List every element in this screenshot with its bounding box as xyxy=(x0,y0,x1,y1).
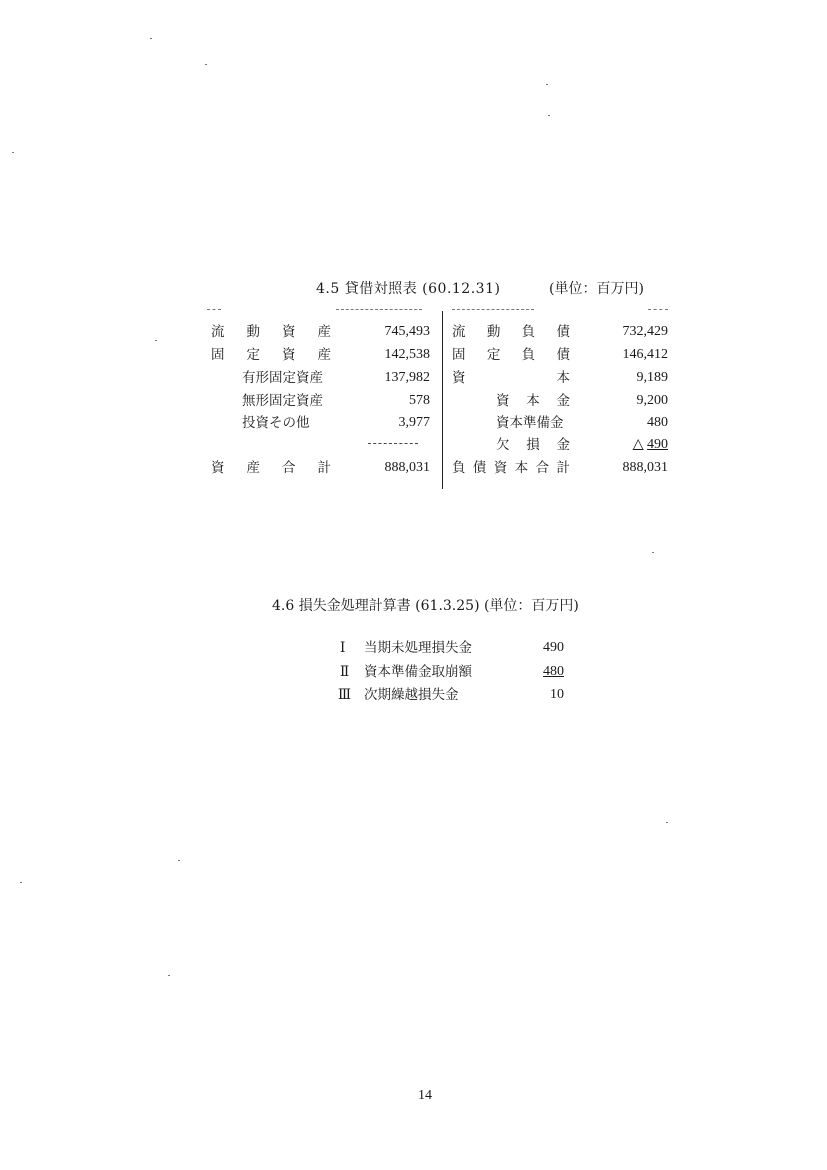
capital-label xyxy=(452,368,570,388)
assets-total-value: 888,031 xyxy=(384,460,430,475)
loss-row-value-underlined: 480 xyxy=(543,664,564,679)
scan-speck xyxy=(205,64,207,65)
scan-speck xyxy=(546,84,548,85)
char: 産 xyxy=(317,347,331,363)
scan-speck xyxy=(548,115,550,116)
loss-row-1 xyxy=(0,637,827,659)
char: 産 xyxy=(317,324,331,340)
top-rule xyxy=(648,309,668,310)
liabilities-total-label xyxy=(452,458,570,478)
char: 産 xyxy=(246,460,260,476)
asset-value-fixed: 142,538 xyxy=(384,347,430,362)
char: 金 xyxy=(556,437,570,453)
intangible-assets-label: 無形固定資産 xyxy=(242,393,323,409)
investments-label: 投資その他 xyxy=(242,415,310,431)
scan-speck xyxy=(666,822,668,823)
char: 資 xyxy=(282,324,296,340)
capital-breakdown-row xyxy=(0,391,827,411)
liability-label-fixed xyxy=(452,345,570,365)
char: 負 xyxy=(452,460,466,476)
liability-value-fixed: 146,412 xyxy=(622,347,668,362)
roman-numeral: Ⅲ xyxy=(338,687,352,703)
capital-reserve-value: 480 xyxy=(647,415,668,430)
top-rule xyxy=(207,309,221,310)
char: 固 xyxy=(452,347,466,363)
char: 計 xyxy=(317,460,331,476)
loss-row-value: 490 xyxy=(543,640,564,655)
scan-speck xyxy=(178,860,180,861)
liabilities-row-fixed xyxy=(0,345,827,365)
char: 債 xyxy=(472,460,487,476)
capital-breakdown-row xyxy=(0,435,827,455)
char: 本 xyxy=(514,460,529,476)
capital-breakdown-row xyxy=(0,413,827,433)
liabilities-total-row xyxy=(0,458,827,478)
scan-speck xyxy=(652,552,654,553)
balance-sheet-unit: (単位：百万円) xyxy=(549,281,644,297)
scan-speck xyxy=(168,975,170,976)
capital-stock-label xyxy=(496,391,570,411)
char: 資 xyxy=(282,347,296,363)
loss-row-2 xyxy=(0,661,827,683)
char: 債 xyxy=(556,347,570,363)
loss-row-label: 次期繰越損失金 xyxy=(364,687,459,703)
deficit-triangle: △ xyxy=(632,437,644,452)
char: 本 xyxy=(526,393,540,409)
page-number: 14 xyxy=(418,1088,432,1103)
liability-value-current: 732,429 xyxy=(622,324,668,339)
loss-row-3 xyxy=(0,684,827,706)
capital-reserve-label: 資本準備金 xyxy=(496,415,564,431)
balance-sheet-title: 4.5 貸借対照表 (60.12.31) xyxy=(316,281,501,297)
scan-speck xyxy=(12,152,14,153)
char: 動 xyxy=(486,324,501,340)
tangible-assets-label: 有形固定資産 xyxy=(242,370,323,386)
roman-numeral: Ⅰ xyxy=(340,640,346,656)
loss-row-value: 10 xyxy=(550,687,564,702)
char: 損 xyxy=(526,437,540,453)
char: 流 xyxy=(452,324,466,340)
char: 資 xyxy=(493,460,508,476)
scan-speck xyxy=(150,38,152,39)
liabilities-total-value: 888,031 xyxy=(622,460,668,475)
char: 債 xyxy=(556,324,570,340)
char: 合 xyxy=(282,460,296,476)
char: 本 xyxy=(556,370,570,386)
char: 定 xyxy=(246,347,260,363)
tangible-assets-value: 137,982 xyxy=(384,370,430,385)
char: 固 xyxy=(211,347,225,363)
capital-value: 9,189 xyxy=(636,370,668,385)
intangible-assets-value: 578 xyxy=(409,393,430,408)
char: 合 xyxy=(535,460,550,476)
char: 定 xyxy=(486,347,501,363)
loss-row-label: 当期未処理損失金 xyxy=(364,640,472,656)
investments-value: 3,977 xyxy=(398,415,430,430)
asset-value-current: 745,493 xyxy=(384,324,430,339)
top-rule xyxy=(336,309,422,310)
liability-label-current xyxy=(452,322,570,342)
deficit-value xyxy=(578,435,668,455)
loss-row-value xyxy=(504,661,564,683)
roman-numeral: Ⅱ xyxy=(340,664,350,680)
char: 資 xyxy=(211,460,225,476)
char: 金 xyxy=(556,393,570,409)
loss-statement-title: 4.6 損失金処理計算書 (61.3.25) (単位：百万円) xyxy=(272,598,579,614)
char: 流 xyxy=(211,324,225,340)
char: 負 xyxy=(521,324,536,340)
deficit-amount: 490 xyxy=(647,437,668,452)
deficit-label xyxy=(496,435,570,455)
scan-speck xyxy=(20,882,22,883)
liabilities-row-current xyxy=(0,322,827,342)
char: 資 xyxy=(452,370,466,386)
char: 計 xyxy=(556,460,570,476)
capital-row xyxy=(0,368,827,388)
char: 資 xyxy=(496,393,510,409)
loss-row-label: 資本準備金取崩額 xyxy=(364,664,472,680)
char: 負 xyxy=(521,347,536,363)
char: 動 xyxy=(246,324,260,340)
top-rule xyxy=(452,309,534,310)
char: 欠 xyxy=(496,437,510,453)
capital-stock-value: 9,200 xyxy=(636,393,668,408)
